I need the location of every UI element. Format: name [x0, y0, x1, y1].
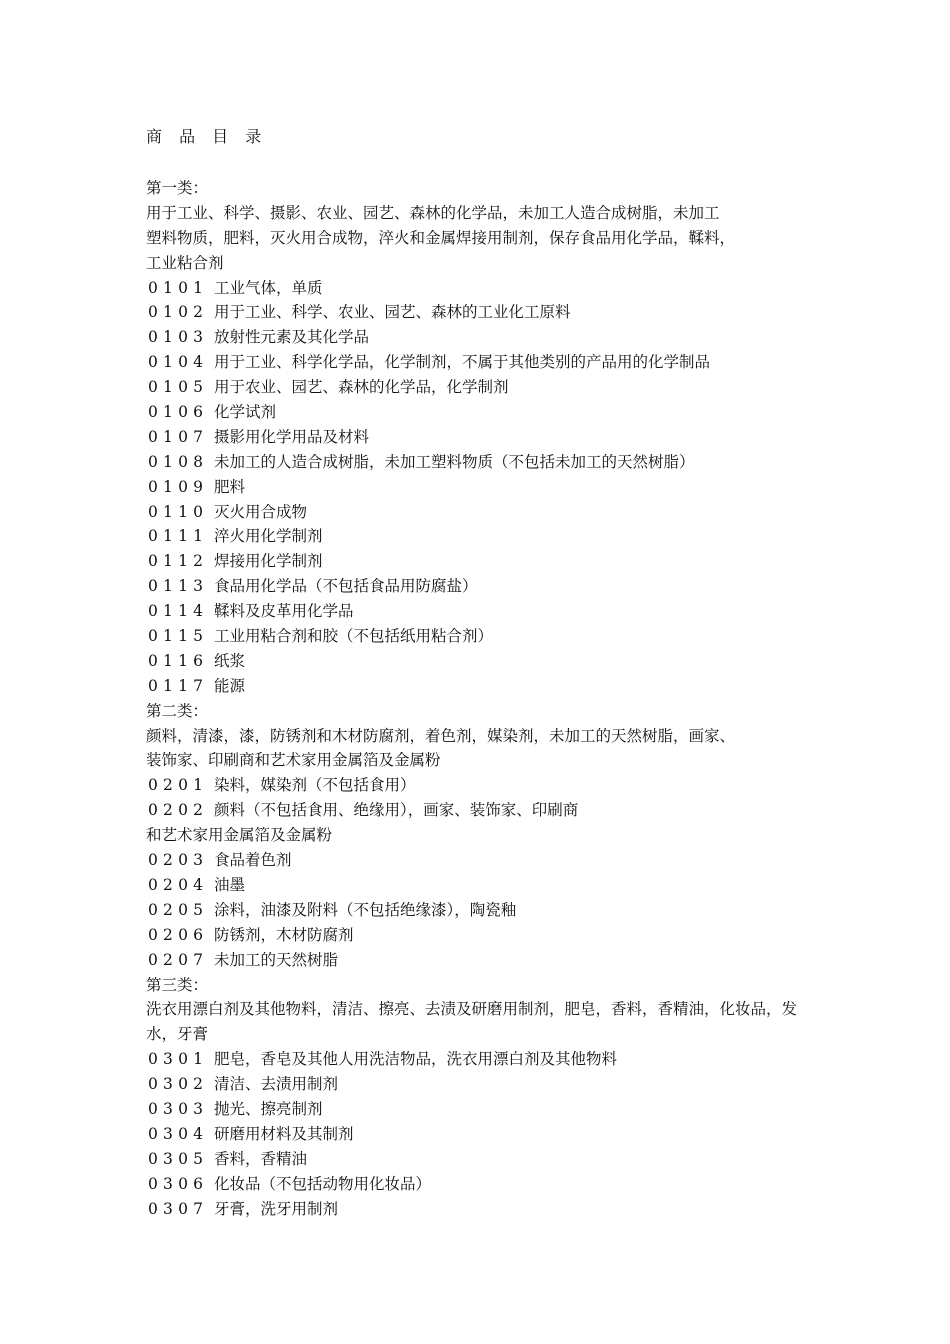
item-text: 食品用化学品（不包括食品用防腐盐） [214, 577, 478, 596]
catalog-item [146, 848, 826, 873]
item-text: 化妆品（不包括动物用化妆品） [214, 1174, 432, 1193]
section-description-line: 用于工业、科学、摄影、农业、园艺、森林的化学品，未加工人造合成树脂，未加工 [146, 203, 720, 222]
item-code: 0113 [148, 577, 209, 596]
section-heading: 第三类： [146, 975, 209, 994]
section-description-line: 水，牙膏 [146, 1025, 209, 1044]
item-code: 0105 [148, 378, 209, 397]
catalog-item [146, 1172, 826, 1197]
item-text: 纸浆 [214, 651, 246, 670]
item-text: 焊接用化学制剂 [214, 552, 323, 571]
item-code: 0207 [148, 950, 209, 969]
catalog-item [146, 773, 826, 798]
section-description-line: 颜料，清漆，漆，防锈剂和木材防腐剂，着色剂，媒染剂，未加工的天然树脂，画家、 [146, 726, 736, 745]
item-text: 肥料 [214, 477, 246, 496]
catalog-item [146, 400, 826, 425]
item-code: 0305 [148, 1149, 209, 1168]
catalog-item [146, 425, 826, 450]
item-code: 0102 [148, 303, 209, 322]
item-text: 抛光、擦亮制剂 [214, 1099, 323, 1118]
item-code: 0108 [148, 452, 209, 471]
item-text: 化学试剂 [214, 403, 277, 422]
item-text: 防锈剂，木材防腐剂 [214, 925, 354, 944]
item-text: 工业用粘合剂和胶（不包括纸用粘合剂） [214, 627, 494, 646]
section-description-line: 工业粘合剂 [146, 253, 224, 272]
catalog-item [146, 599, 826, 624]
item-code: 0111 [148, 527, 209, 546]
section-description-line: 塑料物质，肥料，灭火用合成物，淬火和金属焊接用制剂，保存食品用化学品，鞣料， [146, 228, 736, 247]
catalog-item [146, 1147, 826, 1172]
item-code: 0114 [148, 602, 209, 621]
item-code: 0303 [148, 1099, 209, 1118]
item-text: 肥皂，香皂及其他人用洗洁物品，洗衣用漂白剂及其他物料 [214, 1050, 618, 1069]
item-code: 0109 [148, 477, 209, 496]
section-heading: 第二类： [146, 701, 209, 720]
item-code: 0112 [148, 552, 209, 571]
catalog-item [146, 325, 826, 350]
catalog-content [146, 176, 826, 1221]
item-text: 未加工的天然树脂 [214, 950, 339, 969]
section-heading: 第一类： [146, 179, 209, 197]
item-text: 牙膏，洗牙用制剂 [214, 1199, 339, 1218]
catalog-item [146, 450, 826, 475]
catalog-item [146, 898, 826, 923]
catalog-item [146, 1122, 826, 1147]
section-description-line: 装饰家、印刷商和艺术家用金属箔及金属粉 [146, 751, 441, 770]
item-text: 用于农业、园艺、森林的化学品，化学制剂 [214, 378, 509, 397]
item-code: 0202 [148, 801, 209, 820]
catalog-item [146, 923, 826, 948]
catalog-item [146, 624, 826, 649]
catalog-item [146, 1097, 826, 1122]
item-text: 放射性元素及其化学品 [214, 328, 370, 347]
catalog-item [146, 1197, 826, 1222]
catalog-item [146, 549, 826, 574]
catalog-item [146, 300, 826, 325]
catalog-item [146, 500, 826, 525]
item-text: 淬火用化学制剂 [214, 527, 323, 546]
item-text: 工业气体，单质 [214, 278, 323, 297]
item-code: 0302 [148, 1075, 209, 1094]
catalog-item-continuation: 和艺术家用金属箔及金属粉 [146, 826, 333, 845]
item-text: 涂料，油漆及附料（不包括绝缘漆），陶瓷釉 [214, 900, 517, 919]
catalog-item [146, 674, 826, 699]
document-title: 商 品 目 录 [146, 127, 268, 146]
catalog-item [146, 798, 826, 823]
item-code: 0203 [148, 851, 209, 870]
item-code: 0115 [148, 627, 209, 646]
item-text: 摄影用化学用品及材料 [214, 427, 370, 446]
item-text: 灭火用合成物 [214, 502, 308, 521]
catalog-item [146, 375, 826, 400]
item-text: 研磨用材料及其制剂 [214, 1124, 354, 1143]
item-text: 清洁、去渍用制剂 [214, 1075, 339, 1094]
item-code: 0204 [148, 875, 209, 894]
catalog-item [146, 524, 826, 549]
item-code: 0106 [148, 403, 209, 422]
item-text: 用于工业、科学化学品，化学制剂，不属于其他类别的产品用的化学制品 [214, 353, 711, 372]
item-text: 未加工的人造合成树脂，未加工塑料物质（不包括未加工的天然树脂） [214, 452, 695, 471]
item-code: 0306 [148, 1174, 209, 1193]
catalog-item [146, 276, 826, 301]
item-text: 用于工业、科学、农业、园艺、森林的工业化工原料 [214, 303, 571, 322]
catalog-item [146, 1047, 826, 1072]
item-code: 0201 [148, 776, 209, 795]
section-description-line: 洗衣用漂白剂及其他物料，清洁、擦亮、去渍及研磨用制剂，肥皂，香料，香精油，化妆品，发 [146, 1000, 798, 1019]
item-text: 油墨 [214, 875, 246, 894]
catalog-item [146, 1072, 826, 1097]
catalog-item [146, 873, 826, 898]
item-code: 0103 [148, 328, 209, 347]
item-code: 0101 [148, 278, 209, 297]
catalog-item [146, 475, 826, 500]
item-text: 染料，媒染剂（不包括食用） [214, 776, 416, 795]
item-code: 0304 [148, 1124, 209, 1143]
item-code: 0110 [148, 502, 209, 521]
item-code: 0107 [148, 427, 209, 446]
item-code: 0205 [148, 900, 209, 919]
item-code: 0104 [148, 353, 209, 372]
item-code: 0301 [148, 1050, 209, 1069]
catalog-item [146, 649, 826, 674]
item-text: 香料，香精油 [214, 1149, 308, 1168]
item-code: 0116 [148, 651, 209, 670]
item-text: 能源 [214, 676, 246, 695]
item-code: 0206 [148, 925, 209, 944]
item-text: 食品着色剂 [214, 851, 292, 870]
item-text: 鞣料及皮革用化学品 [214, 602, 354, 621]
item-code: 0117 [148, 676, 209, 695]
catalog-item [146, 948, 826, 973]
item-code: 0307 [148, 1199, 209, 1218]
catalog-item [146, 350, 826, 375]
catalog-item [146, 574, 826, 599]
item-text: 颜料（不包括食用、绝缘用），画家、装饰家、印刷商 [214, 801, 579, 820]
